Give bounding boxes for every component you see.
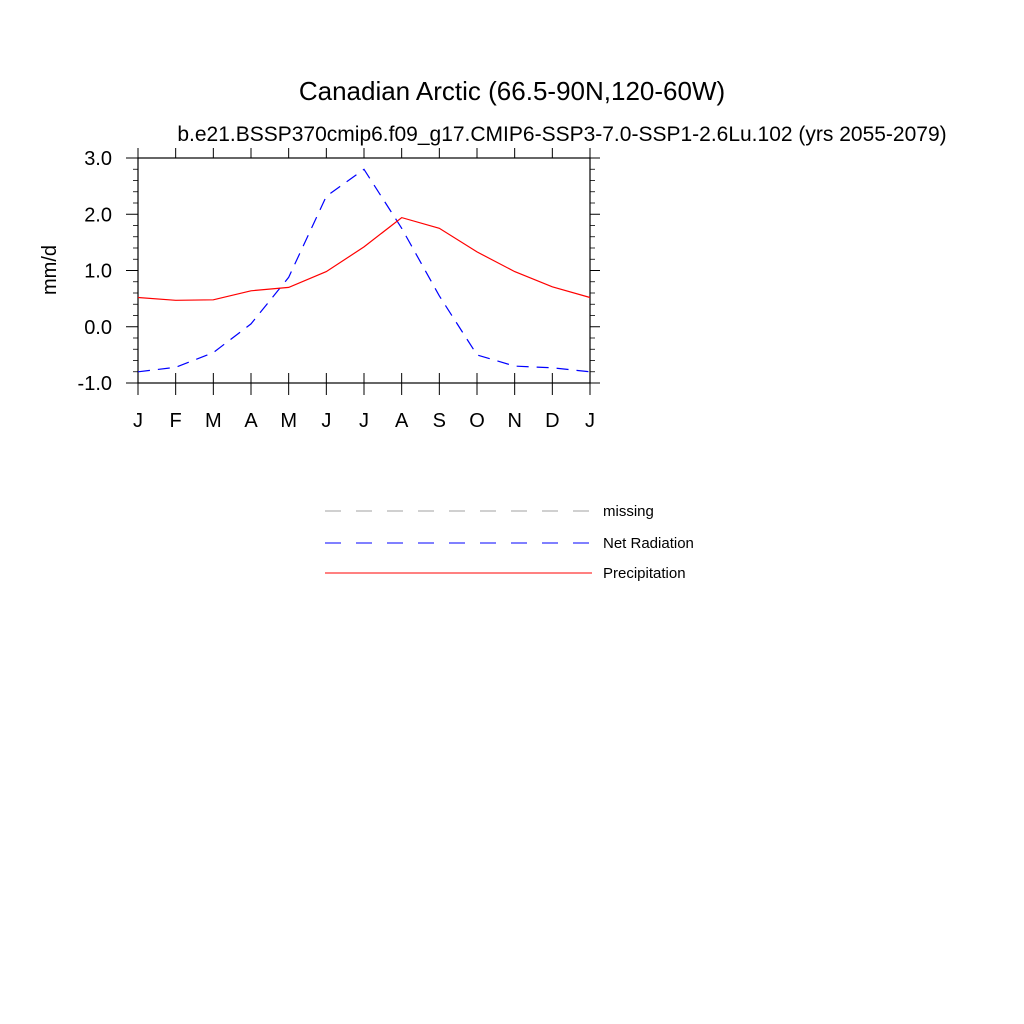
legend-label: Net Radiation bbox=[603, 535, 694, 552]
chart-subtitle: b.e21.BSSP370cmip6.f09_g17.CMIP6-SSP3-7.0-SSP1-2.6Lu.102 (yrs 2055-2079) bbox=[177, 123, 947, 146]
y-tick-label: -1.0 bbox=[77, 373, 112, 395]
legend bbox=[325, 503, 694, 582]
x-tick-label: J bbox=[321, 410, 332, 432]
series-line-net-radiation bbox=[138, 169, 590, 371]
x-tick-label: F bbox=[169, 410, 182, 432]
plot-area bbox=[78, 148, 600, 432]
y-tick-label: 1.0 bbox=[84, 260, 112, 283]
x-tick-label: J bbox=[359, 410, 369, 432]
y-tick-label: 3.0 bbox=[84, 148, 112, 170]
plot-frame bbox=[138, 158, 590, 383]
y-tick-label: 2.0 bbox=[84, 204, 112, 227]
y-tick-label: 0.0 bbox=[84, 316, 112, 339]
legend-label: missing bbox=[603, 503, 654, 520]
x-tick-label: N bbox=[507, 410, 522, 432]
y-axis-label: mm/d bbox=[39, 245, 61, 295]
x-tick-label: S bbox=[432, 410, 447, 432]
series-line-precipitation bbox=[138, 218, 590, 301]
x-tick-label: A bbox=[244, 410, 258, 432]
x-tick-label: J bbox=[133, 410, 143, 432]
chart-title: Canadian Arctic (66.5-90N,120-60W) bbox=[298, 76, 726, 106]
x-tick-label: D bbox=[545, 410, 560, 432]
x-tick-label: M bbox=[280, 410, 298, 432]
legend-label: Precipitation bbox=[603, 565, 686, 582]
x-tick-label: O bbox=[469, 410, 485, 432]
x-tick-label: A bbox=[394, 410, 409, 432]
x-tick-label: J bbox=[585, 410, 595, 432]
x-tick-label: M bbox=[204, 410, 222, 432]
